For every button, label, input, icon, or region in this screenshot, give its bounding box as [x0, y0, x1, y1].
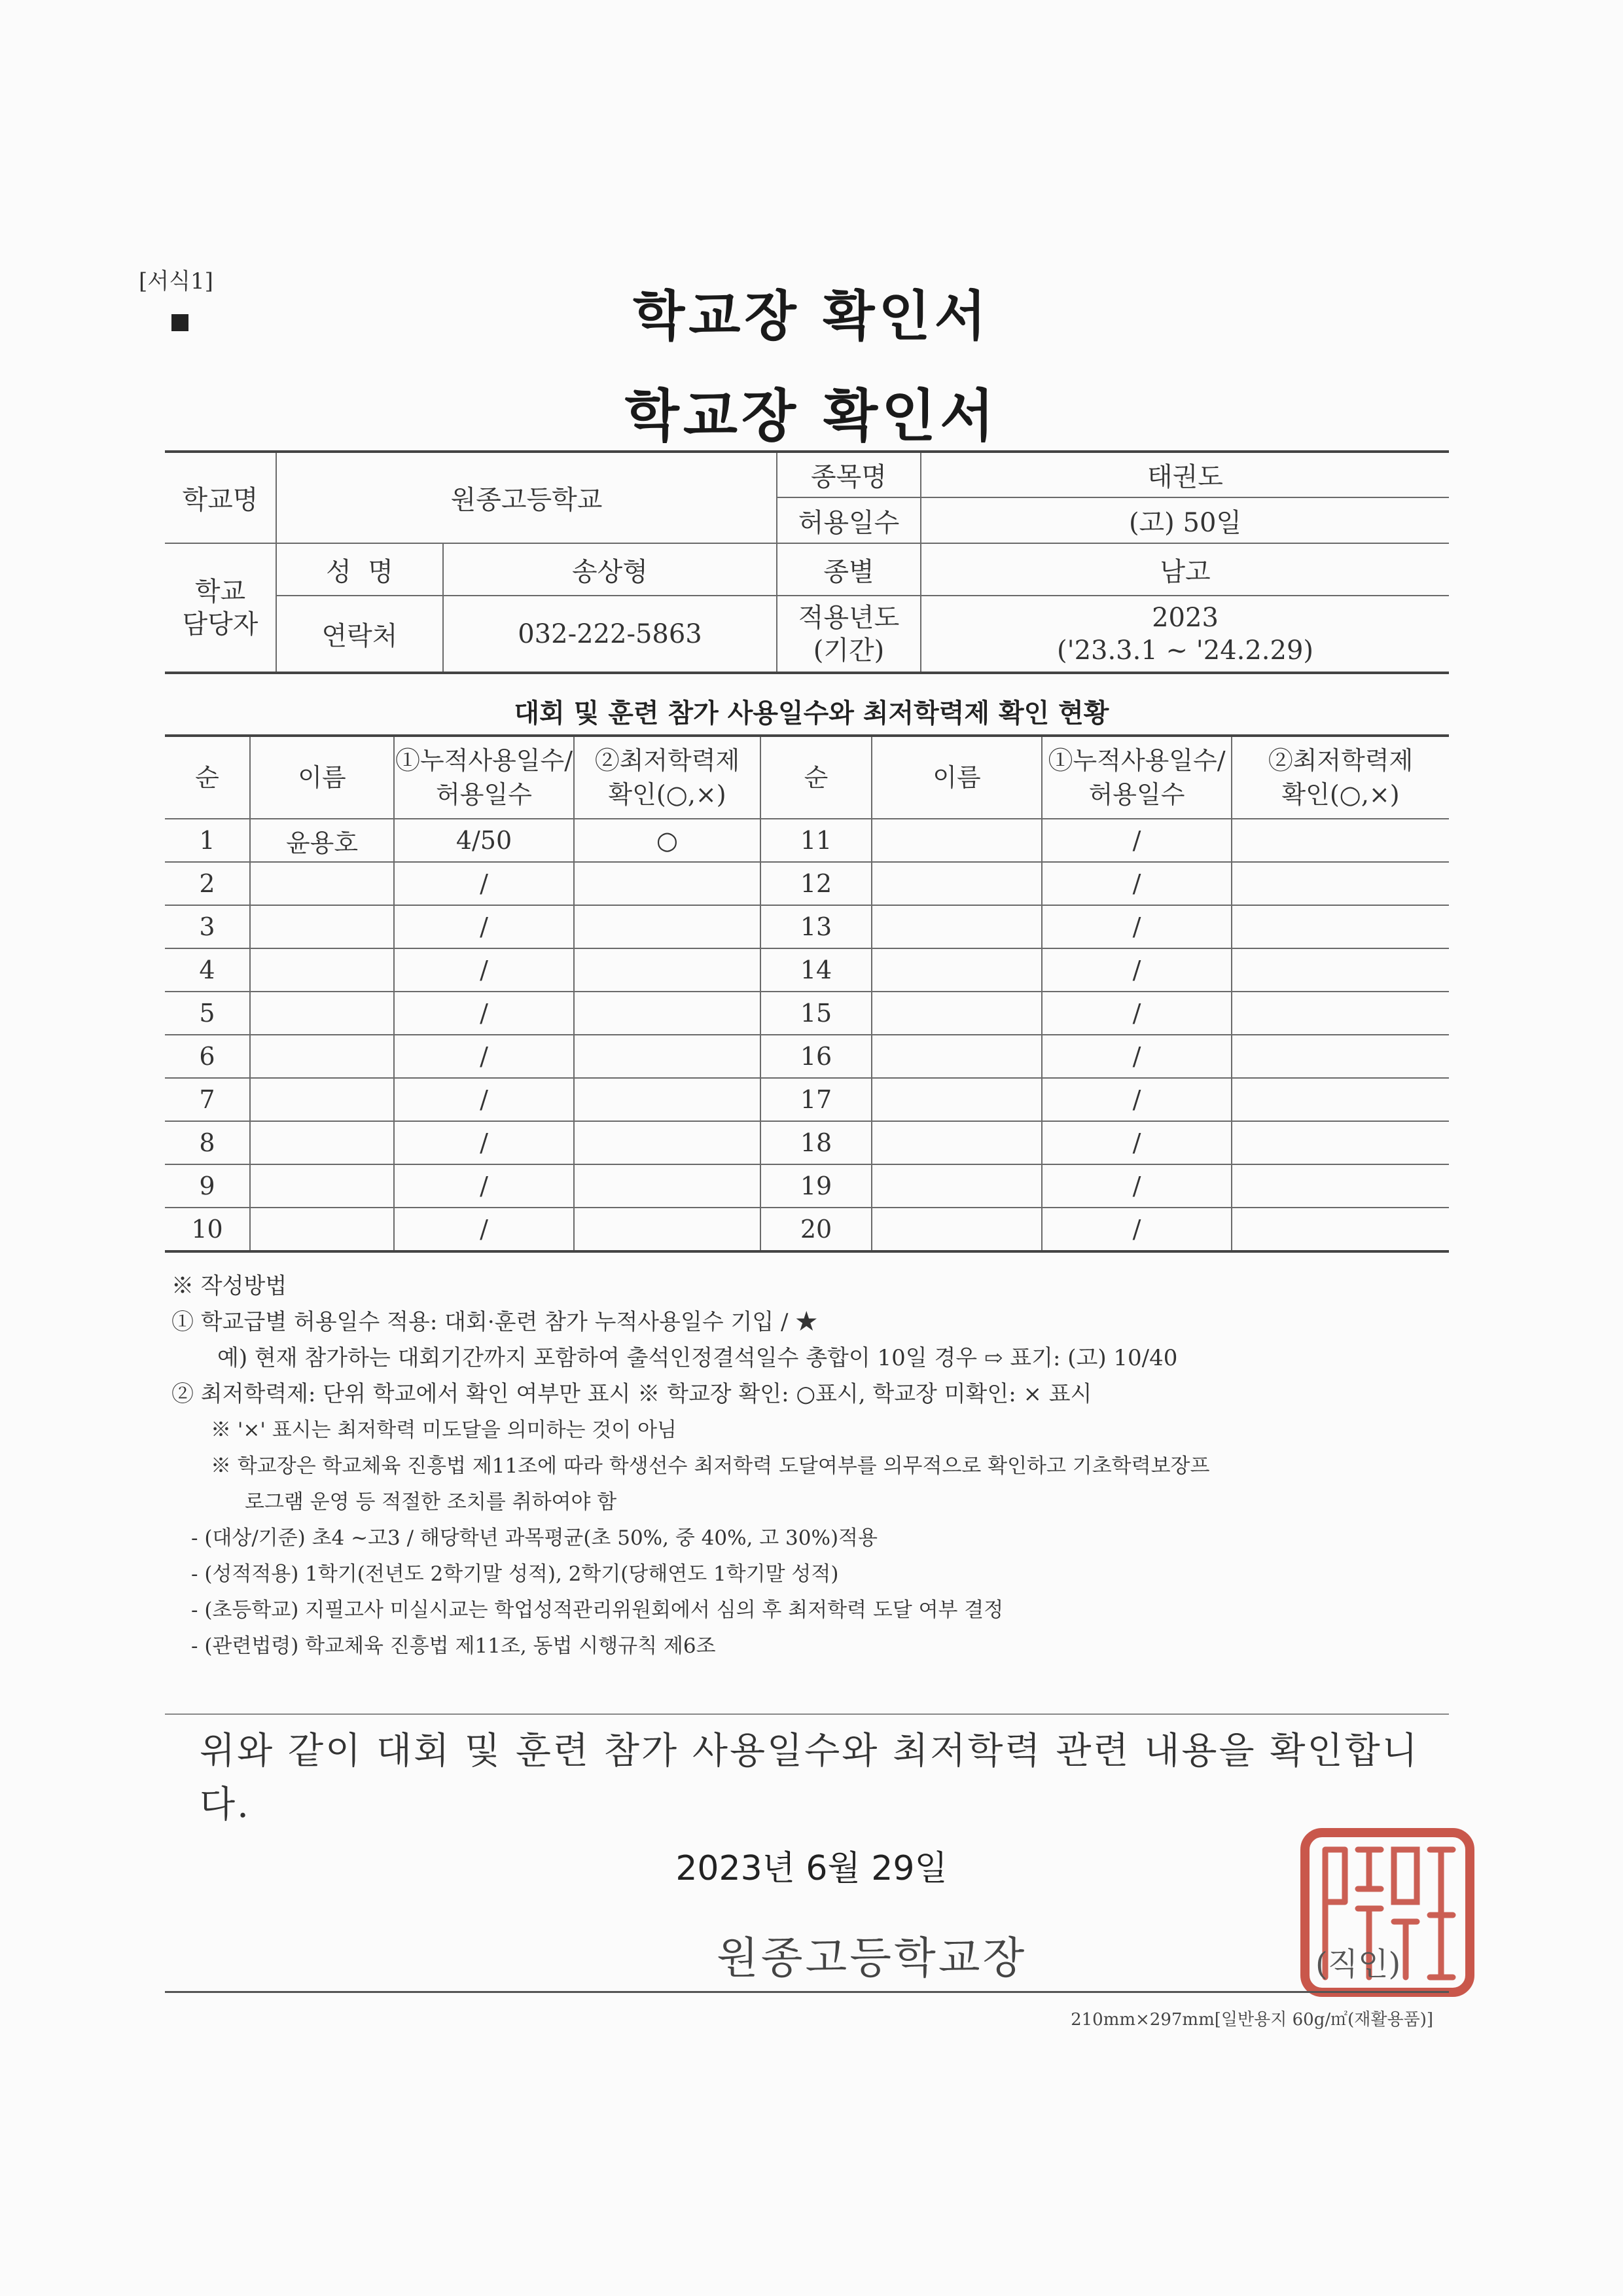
roster-row	[165, 1035, 1449, 1078]
roster-left-no: 5	[165, 992, 250, 1035]
roster-right-check	[1232, 1208, 1449, 1251]
roster-left-check	[574, 992, 760, 1035]
roster-left-days: /	[394, 948, 574, 992]
roster-left-check	[574, 862, 760, 905]
roster-left-days: /	[394, 1164, 574, 1208]
roster-left-no: 9	[165, 1164, 250, 1208]
roster-right-days: /	[1042, 819, 1232, 862]
roster-row	[165, 819, 1449, 862]
guide-dash-1: - (대상/기준) 초4 ~고3 / 해당학년 과목평균(초 50%, 중 40%, 고 30%)적용	[191, 1526, 878, 1550]
header-days-right: ①누적사용일수/ 허용일수	[1042, 736, 1232, 819]
apply-year-value: 2023	[1152, 602, 1219, 633]
roster-row	[165, 1208, 1449, 1251]
guide-item-2-note-1: ※ '×' 표시는 최저학력 미도달을 의미하는 것이 아님	[211, 1418, 677, 1442]
guide-item-1: ① 학교급별 허용일수 적용: 대회·훈련 참가 누적사용일수 기입 / ★	[171, 1309, 818, 1335]
roster-right-name	[872, 1121, 1042, 1164]
roster-right-no: 20	[760, 1208, 872, 1251]
roster-left-no: 3	[165, 905, 250, 948]
roster-left-no: 1	[165, 819, 250, 862]
apply-year-label: 적용년도 (기간)	[777, 596, 921, 673]
roster-right-days: /	[1042, 1078, 1232, 1121]
roster-right-days: /	[1042, 992, 1232, 1035]
roster-right-check	[1232, 1164, 1449, 1208]
roster-right-check	[1232, 1121, 1449, 1164]
roster-left-no: 4	[165, 948, 250, 992]
roster-right-name	[872, 948, 1042, 992]
roster-left-name	[250, 992, 394, 1035]
school-info-table	[165, 450, 1449, 674]
roster-right-no: 18	[760, 1121, 872, 1164]
document-title-secondary: 학교장 확인서	[624, 384, 999, 449]
roster-row	[165, 862, 1449, 905]
roster-left-name	[250, 905, 394, 948]
roster-row	[165, 948, 1449, 992]
roster-left-check	[574, 948, 760, 992]
roster-title: 대회 및 훈련 참가 사용일수와 최저학력제 확인 현황	[514, 698, 1109, 728]
roster-left-days: 4/50	[394, 819, 574, 862]
roster-right-no: 13	[760, 905, 872, 948]
roster-right-name	[872, 819, 1042, 862]
roster-left-no: 10	[165, 1208, 250, 1251]
roster-left-name	[250, 1035, 394, 1078]
allowed-days-label: 허용일수	[777, 497, 921, 543]
roster-left-check	[574, 1164, 760, 1208]
roster-right-check	[1232, 862, 1449, 905]
header-name-right: 이름	[872, 736, 1042, 819]
roster-left-days: /	[394, 992, 574, 1035]
roster-right-name	[872, 1035, 1042, 1078]
roster-right-check	[1232, 1035, 1449, 1078]
header-no-right: 순	[760, 736, 872, 819]
roster-right-name	[872, 862, 1042, 905]
roster-row	[165, 1121, 1449, 1164]
roster-left-days: /	[394, 862, 574, 905]
roster-left-no: 6	[165, 1035, 250, 1078]
guide-dash-2: - (성적적용) 1학기(전년도 2학기말 성적), 2학기(당해연도 1학기말 성적)	[191, 1562, 839, 1586]
roster-left-days: /	[394, 1078, 574, 1121]
roster-right-name	[872, 1164, 1042, 1208]
roster-right-days: /	[1042, 1035, 1232, 1078]
manager-name-label: 성 명	[276, 543, 443, 596]
roster-right-no: 12	[760, 862, 872, 905]
roster-left-days: /	[394, 905, 574, 948]
document-title-primary: 학교장 확인서	[633, 285, 990, 348]
roster-right-check	[1232, 948, 1449, 992]
manager-name-value: 송상형	[443, 543, 777, 596]
roster-left-name: 윤용호	[250, 819, 394, 862]
roster-row	[165, 1078, 1449, 1121]
type-label: 종별	[777, 543, 921, 596]
roster-right-name	[872, 992, 1042, 1035]
roster-right-no: 11	[760, 819, 872, 862]
roster-table	[165, 734, 1449, 1253]
guide-item-2-note-2b: 로그램 운영 등 적절한 조치를 취하여야 함	[245, 1490, 617, 1514]
roster-left-days: /	[394, 1035, 574, 1078]
school-name-value: 원종고등학교	[276, 452, 777, 543]
roster-left-check	[574, 905, 760, 948]
roster-left-days: /	[394, 1208, 574, 1251]
roster-left-check	[574, 1121, 760, 1164]
roster-right-name	[872, 905, 1042, 948]
guide-item-2: ② 최저학력제: 단위 학교에서 확인 여부만 표시 ※ 학교장 확인: ○표시, 학교장 미확인: × 표시	[171, 1381, 1092, 1407]
roster-left-name	[250, 1121, 394, 1164]
roster-right-no: 19	[760, 1164, 872, 1208]
paper-spec: 210mm×297mm[일반용지 60g/㎡(재활용품)]	[1071, 2010, 1433, 2030]
roster-left-name	[250, 1208, 394, 1251]
header-check-left: ②최저학력제 확인(○,×)	[574, 736, 760, 819]
roster-right-no: 17	[760, 1078, 872, 1121]
roster-row	[165, 905, 1449, 948]
roster-left-check	[574, 1035, 760, 1078]
roster-left-no: 7	[165, 1078, 250, 1121]
roster-right-days: /	[1042, 862, 1232, 905]
allowed-days-value: (고) 50일	[921, 497, 1449, 543]
roster-right-days: /	[1042, 948, 1232, 992]
roster-header-row	[165, 736, 1449, 819]
apply-period-value: ('23.3.1 ~ '24.2.29)	[1056, 635, 1314, 666]
contact-value: 032-222-5863	[443, 596, 777, 673]
header-no-left: 순	[165, 736, 250, 819]
roster-left-check: ○	[574, 819, 760, 862]
roster-left-name	[250, 1078, 394, 1121]
roster-row	[165, 992, 1449, 1035]
roster-right-check	[1232, 819, 1449, 862]
roster-row	[165, 1164, 1449, 1208]
school-name-label: 학교명	[165, 452, 276, 543]
roster-left-no: 8	[165, 1121, 250, 1164]
event-value: 태권도	[921, 452, 1449, 497]
writing-guide	[171, 1268, 1454, 1664]
manager-label: 학교 담당자	[165, 543, 276, 673]
roster-left-name	[250, 1164, 394, 1208]
seal-label: (직인)	[1315, 1946, 1401, 1982]
roster-right-days: /	[1042, 1164, 1232, 1208]
header-check-right: ②최저학력제 확인(○,×)	[1232, 736, 1449, 819]
roster-right-days: /	[1042, 905, 1232, 948]
roster-right-no: 16	[760, 1035, 872, 1078]
roster-right-no: 14	[760, 948, 872, 992]
roster-left-name	[250, 948, 394, 992]
principal-title: 원종고등학교장	[717, 1933, 1027, 1983]
contact-label: 연락처	[276, 596, 443, 673]
apply-year-cell	[921, 596, 1449, 673]
confirmation-statement: 위와 같이 대회 및 훈련 참가 사용일수와 최저학력 관련 내용을 확인합니다.	[200, 1730, 1419, 1826]
roster-right-days: /	[1042, 1121, 1232, 1164]
form-tag: [서식1]	[139, 268, 213, 295]
roster-right-name	[872, 1078, 1042, 1121]
roster-left-check	[574, 1078, 760, 1121]
guide-item-1-example: 예) 현재 참가하는 대회기간까지 포함하여 출석인정결석일수 총합이 10일 경우 ⇨ 표기: (고) 10/40	[217, 1345, 1178, 1371]
guide-dash-3: - (초등학교) 지필고사 미실시교는 학업성적관리위원회에서 심의 후 최저학력 도달 여부 결정	[191, 1598, 1004, 1622]
roster-right-name	[872, 1208, 1042, 1251]
roster-right-check	[1232, 1078, 1449, 1121]
divider	[165, 1713, 1449, 1715]
roster-left-no: 2	[165, 862, 250, 905]
roster-right-no: 15	[760, 992, 872, 1035]
roster-left-name	[250, 862, 394, 905]
event-label: 종목명	[777, 452, 921, 497]
roster-left-days: /	[394, 1121, 574, 1164]
type-value: 남고	[921, 543, 1449, 596]
issue-date: 2023년 6월 29일	[675, 1849, 948, 1888]
roster-right-check	[1232, 905, 1449, 948]
roster-right-check	[1232, 992, 1449, 1035]
guide-heading: ※ 작성방법	[171, 1273, 287, 1299]
header-days-left: ①누적사용일수/ 허용일수	[394, 736, 574, 819]
guide-dash-4: - (관련법령) 학교체육 진흥법 제11조, 동법 시행규칙 제6조	[191, 1634, 716, 1658]
header-name-left: 이름	[250, 736, 394, 819]
guide-item-2-note-2a: ※ 학교장은 학교체육 진흥법 제11조에 따라 학생선수 최저학력 도달여부를 의무적으로 확인하고 기초학력보장프	[211, 1454, 1210, 1478]
roster-right-days: /	[1042, 1208, 1232, 1251]
roster-left-check	[574, 1208, 760, 1251]
bottom-rule	[165, 1991, 1449, 1993]
